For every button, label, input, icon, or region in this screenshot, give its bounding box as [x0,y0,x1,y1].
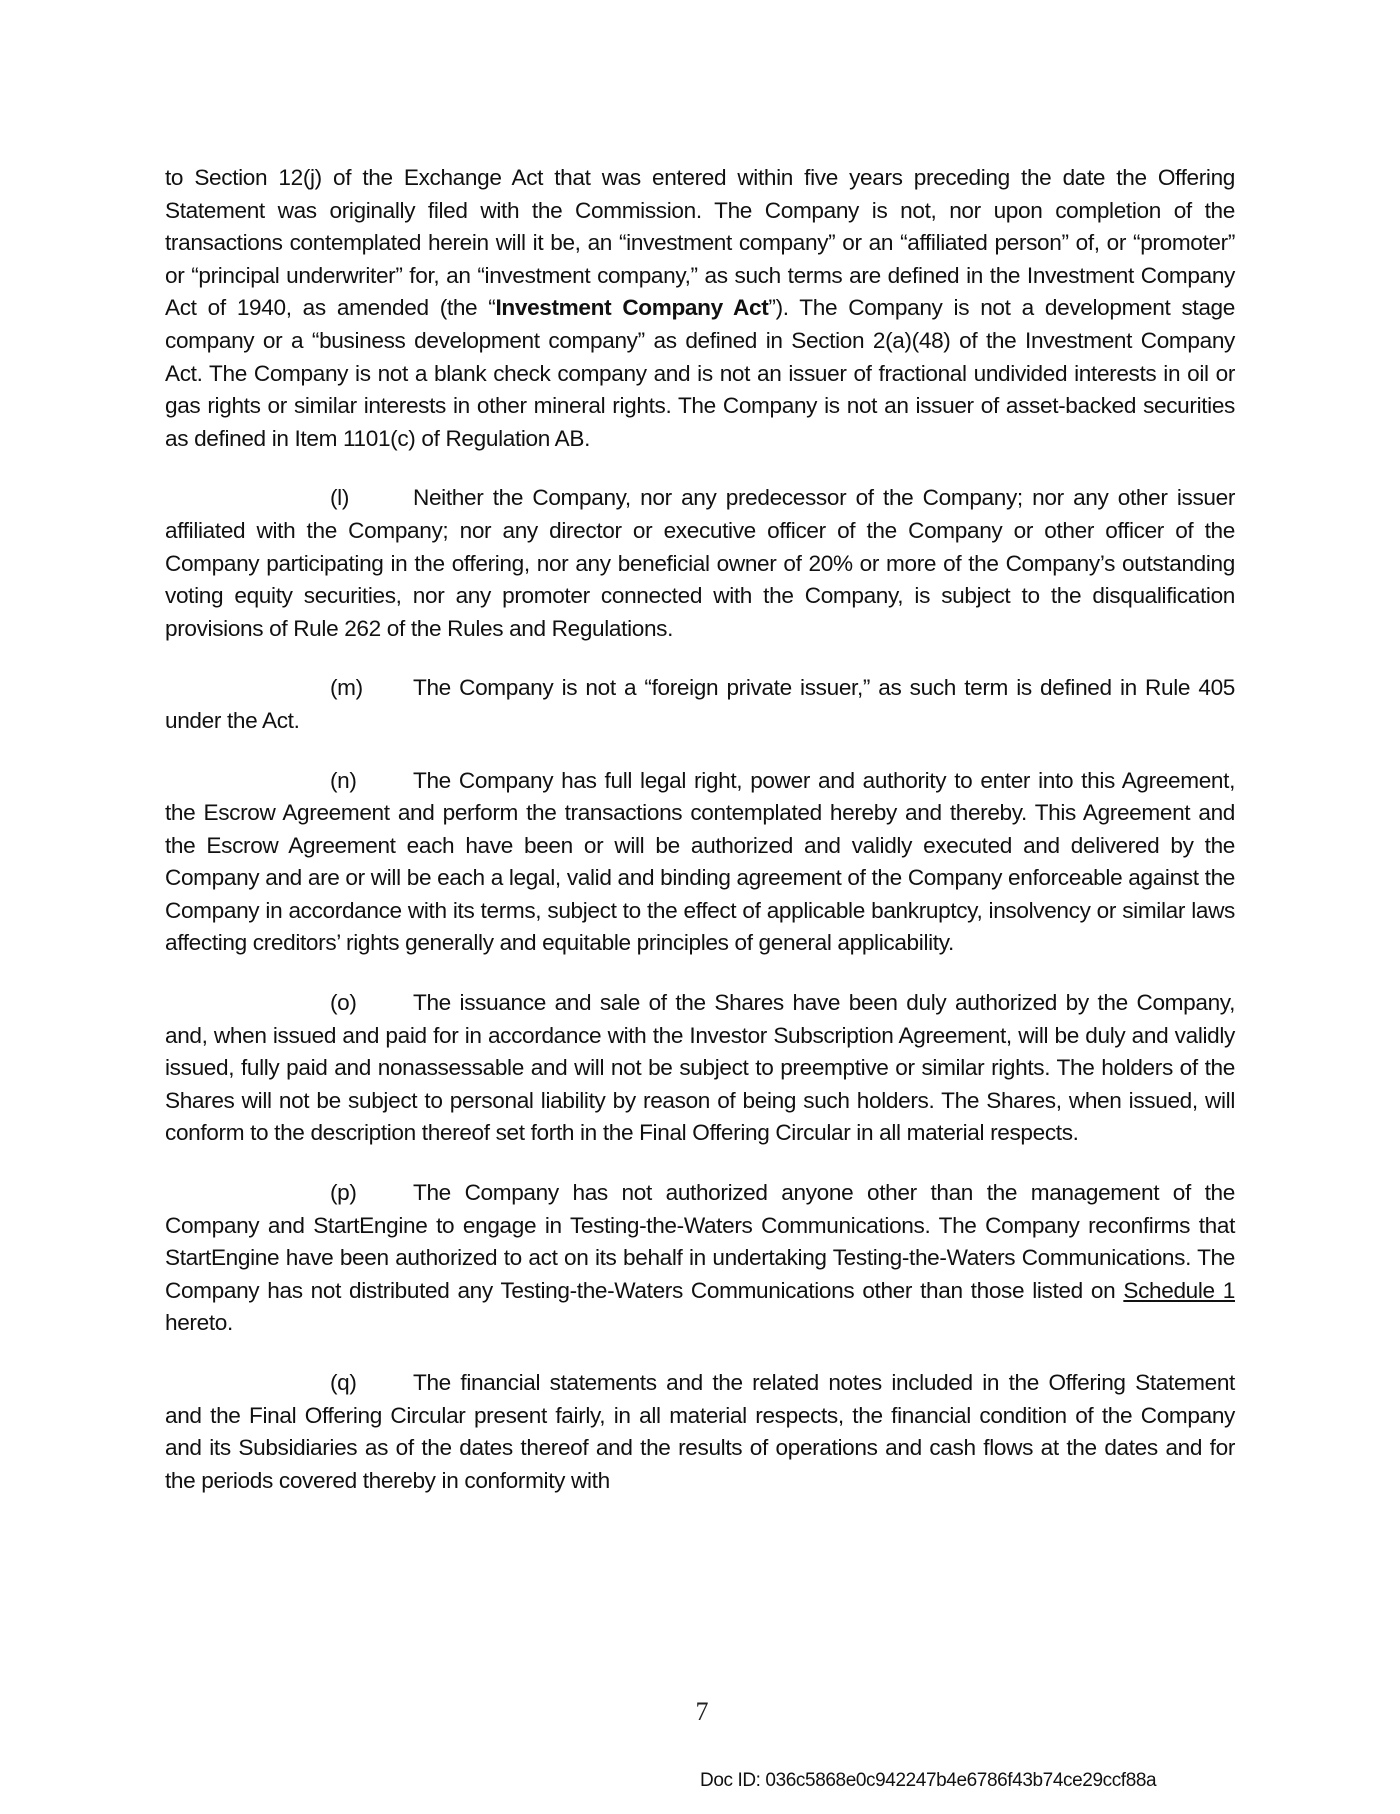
paragraph-text: The Company has full legal right, power and authority to enter into this Agreement, the Escrow Agreement and perform the transactions contemplated hereby and thereby. This Agreement and the Escrow Agreement each have been or will be authorized and validly executed and delivered by the Company and are or will be each a legal, valid and binding agreement of the Company enforceable against the Company in accordance with its terms, subject to the effect of applicable bankruptcy, insolvency or similar laws affecting creditors’ rights generally and equitable principles of general applicability. [165,767,1235,956]
paragraph-o [165,987,1235,1150]
item-label: (n) [330,767,357,793]
paragraph-text: Neither the Company, nor any predecessor of the Company; nor any other issuer affiliated with the Company; nor any director or executive officer of the Company or other officer of the Company participating in the offering, nor any beneficial owner of 20% or more of the Company’s outstanding voting equity securities, nor any promoter connected with the Company, is subject to the disqualification provisions of Rule 262 of the Rules and Regulations. [165,485,1235,641]
paragraph-k-continued [165,162,1235,455]
paragraph-q [165,1367,1235,1497]
paragraph-n [165,765,1235,961]
doc-id: Doc ID: 036c5868e0c942247b4e6786f43b74ce29ccf88a [700,1770,1157,1791]
item-label: (m) [330,675,363,701]
defined-term-investment-company-act: Investment Company Act [495,295,769,321]
paragraph-p [165,1177,1235,1340]
paragraph-text: The Company has not authorized anyone other than the management of the Company and StartEngine to engage in Testing-the-Waters Communications. The Company reconfirms that StartEngine have been authorized to act on its behalf in undertaking Testing-the-Waters Communications. The Company has not distributed any Testing-the-Waters Communications other than those listed on [165,1180,1235,1303]
paragraph-l [165,482,1235,645]
schedule-1-reference: Schedule 1 [1123,1277,1235,1303]
paragraph-text: The Company is not a “foreign private issuer,” as such term is defined in Rule 405 under the Act. [165,675,1235,733]
paragraph-text: ”). The Company is not a development stage company or a “business development company” as defined in Section 2(a)(48) of the Investment Company Act. The Company is not a blank check company and is not an issuer of fractional undivided interests in oil or gas rights or similar interests in other mineral rights. The Company is not an issuer of asset-backed securities as defined in Item 1101(c) of Regulation AB. [165,295,1235,451]
paragraph-m [165,672,1235,737]
item-label: (q) [330,1370,357,1395]
page-number: 7 [695,1697,709,1726]
paragraph-text: to Section 12(j) of the Exchange Act that was entered within five years preceding the date the Offering Statement was originally filed with the Commission. The Company is not, nor upon completion of the transactions contemplated herein will it be, an “investment company” or an “affiliated person” of, or “promoter” or “principal underwriter” for, an “investment company,” as such terms are defined in the Investment Company Act of 1940, as amended (the “ [165,165,1235,321]
item-label: (p) [330,1180,357,1206]
document-body [165,162,1235,1524]
paragraph-text: hereto. [165,1310,233,1336]
item-label: (l) [330,485,350,511]
paragraph-text: The financial statements and the related notes included in the Offering Statement and the Final Offering Circular present fairly, in all material respects, the financial condition of the Company and its Subsidiaries as of the dates thereof and the results of operations and cash flows at the dates and for the periods covered thereby in conformity with [165,1370,1235,1493]
paragraph-text: The issuance and sale of the Shares have been duly authorized by the Company, and, when issued and paid for in accordance with the Investor Subscription Agreement, will be duly and validly issued, fully paid and nonassessable and will not be subject to preemptive or similar rights. The holders of the Shares will not be subject to personal liability by reason of being such holders. The Shares, when issued, will conform to the description thereof set forth in the Final Offering Circular in all material respects. [165,990,1235,1146]
item-label: (o) [330,990,357,1016]
